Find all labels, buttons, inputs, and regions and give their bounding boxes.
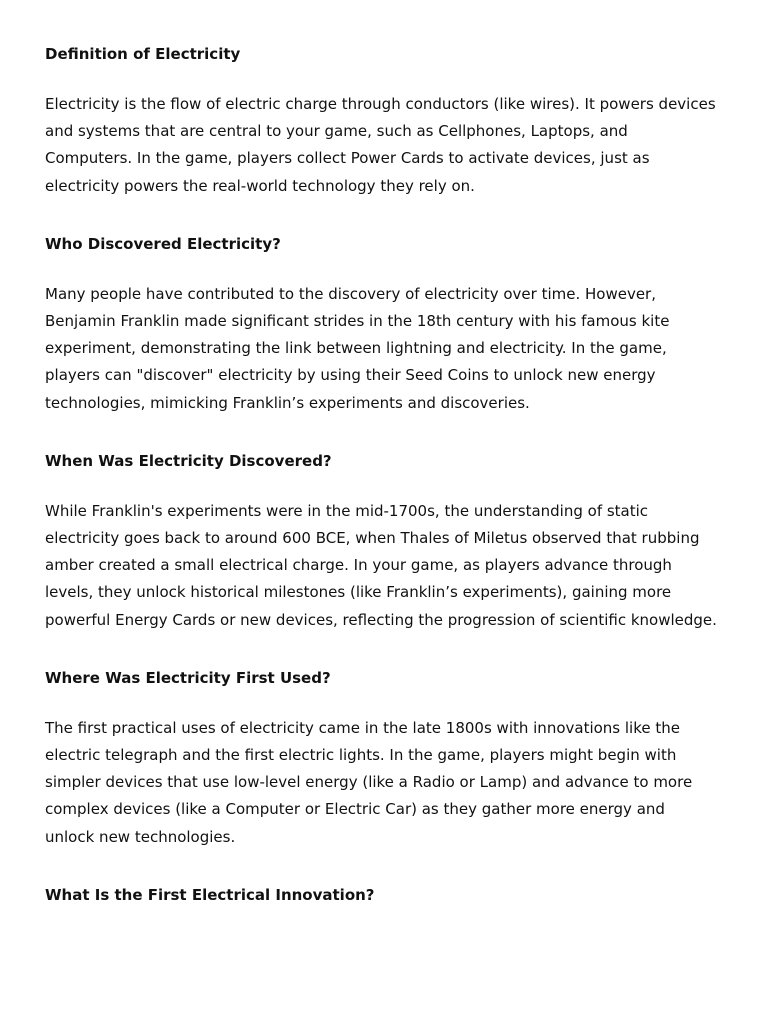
paragraph-line: unlock new technologies. (45, 827, 236, 846)
section-paragraph (45, 498, 735, 634)
paragraph-line: and systems that are central to your game, such as Cellphones, Laptops, and (45, 122, 628, 141)
paragraph-line: electric telegraph and the first electric lights. In the game, players might begin with (45, 746, 677, 765)
section-where-first-used (45, 668, 728, 851)
paragraph-line: Computers. In the game, players collect Power Cards to activate devices, just as (45, 149, 650, 168)
paragraph-line: Many people have contributed to the discovery of electricity over time. However, (45, 284, 656, 303)
paragraph-line: technologies, mimicking Franklin’s experiments and discoveries. (45, 393, 530, 412)
section-paragraph (45, 281, 735, 417)
paragraph-line: simpler devices that use low-level energy (like a Radio or Lamp) and advance to more (45, 773, 693, 792)
section-heading: What Is the First Electrical Innovation? (45, 885, 375, 904)
paragraph-line: amber created a small electrical charge. In your game, as players advance through (45, 556, 672, 575)
paragraph-line: complex devices (like a Computer or Electric Car) as they gather more energy and (45, 800, 665, 819)
paragraph-line: Electricity is the flow of electric charge through conductors (like wires). It powers devices (45, 95, 716, 113)
section-who-discovered (45, 234, 728, 417)
section-first-innovation (45, 885, 728, 905)
paragraph-line: experiment, demonstrating the link between lightning and electricity. In the game, (45, 339, 667, 358)
paragraph-line: Benjamin Franklin made significant strides in the 18th century with his famous kite (45, 312, 670, 331)
section-when-discovered (45, 451, 728, 634)
section-heading: Who Discovered Electricity? (45, 234, 281, 253)
paragraph-line: The first practical uses of electricity came in the late 1800s with innovations like the (45, 718, 680, 737)
section-paragraph (45, 715, 735, 851)
paragraph-line: players can "discover" electricity by using their Seed Coins to unlock new energy (45, 366, 656, 385)
paragraph-line: While Franklin's experiments were in the mid-1700s, the understanding of static (45, 501, 649, 520)
paragraph-line: powerful Energy Cards or new devices, reflecting the progression of scientific knowledge. (45, 610, 717, 629)
section-heading: Where Was Electricity First Used? (45, 668, 331, 687)
section-heading: Definition of Electricity (45, 45, 241, 63)
paragraph-line: electricity goes back to around 600 BCE, when Thales of Miletus observed that rubbing (45, 529, 700, 548)
section-paragraph (45, 91, 735, 200)
paragraph-line: levels, they unlock historical milestones (like Franklin’s experiments), gaining more (45, 583, 672, 602)
paragraph-line: electricity powers the real-world technology they rely on. (45, 176, 475, 195)
section-heading: When Was Electricity Discovered? (45, 451, 332, 470)
section-definition (45, 44, 728, 200)
